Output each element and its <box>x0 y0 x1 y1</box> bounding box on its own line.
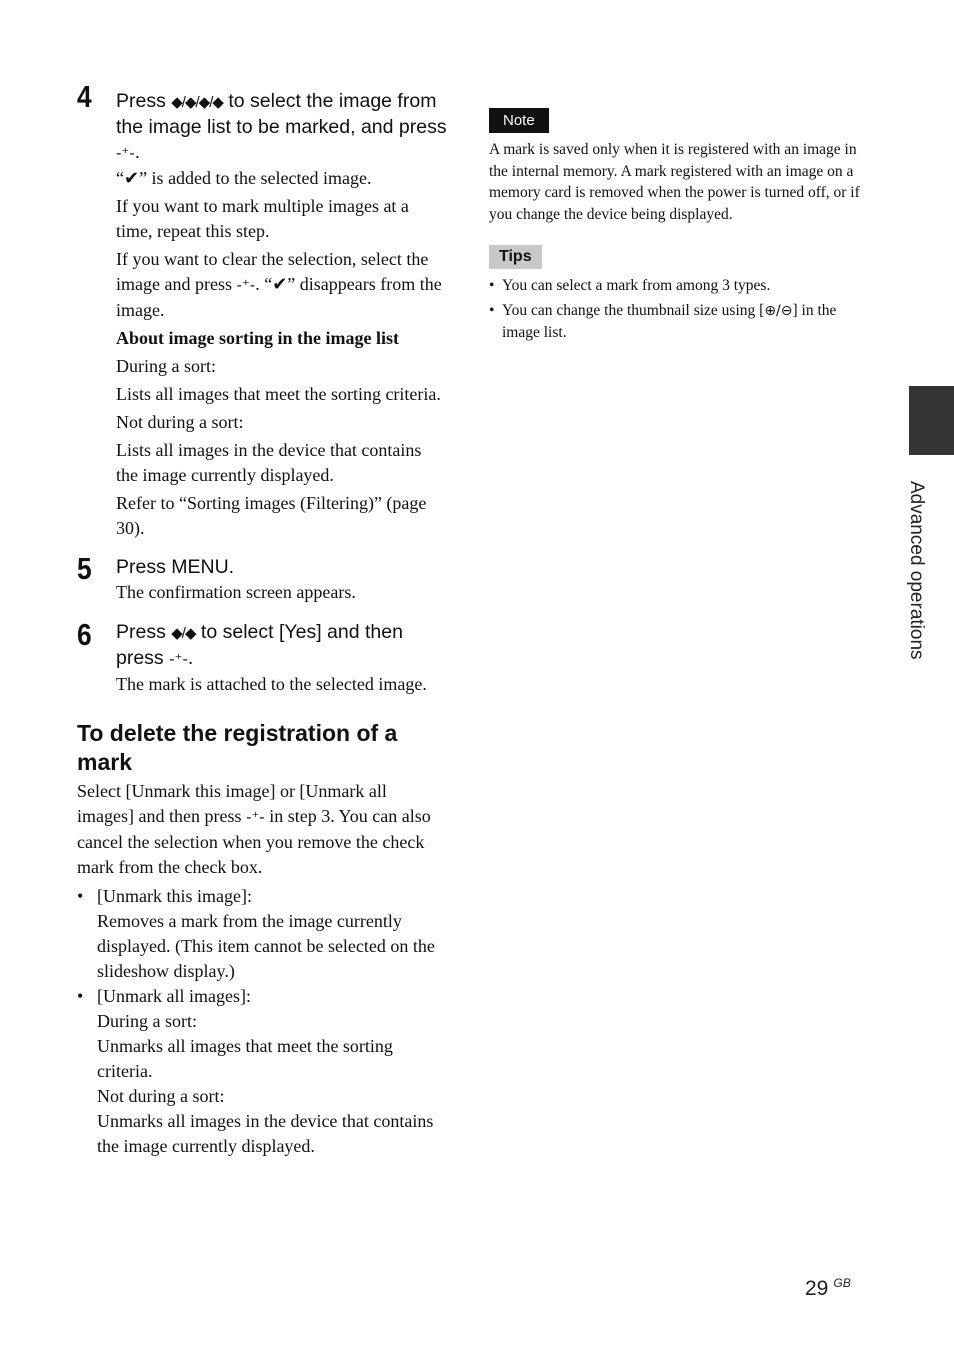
subheading: About image sorting in the image list <box>116 328 399 348</box>
step-text: If you want to mark multiple images at a time, repeat this step. <box>116 196 409 241</box>
step-number: 4 <box>77 79 92 114</box>
step-number: 6 <box>77 617 92 652</box>
step-title: Press ◆/◆ to select [Yes] and then press -⁺-. <box>116 621 403 669</box>
enter-button-icon: -⁺- <box>116 144 135 162</box>
step-5 <box>77 552 447 605</box>
enter-button-icon: -⁺- <box>245 808 265 826</box>
step-text: Not during a sort: <box>116 412 244 432</box>
bullet-text: Unmarks all images in the device that contains the image currently displayed. <box>97 1111 434 1156</box>
section-heading: To delete the registration of a mark <box>77 720 398 775</box>
bullet-label: [Unmark this image]: <box>97 886 252 906</box>
note-badge: Note <box>489 108 549 133</box>
bullet-item <box>77 884 447 984</box>
arrow-keys-icon: ◆/◆/◆/◆ <box>171 94 223 111</box>
step-text: “✔” is added to the selected image. <box>116 168 372 188</box>
tip-item: • You can select a mark from among 3 types. <box>489 275 861 297</box>
bullet-text: Unmarks all images that meet the sorting criteria. <box>97 1036 393 1081</box>
step-text: If you want to clear the selection, select the image and press -⁺-. “✔” disappears from the image. <box>116 249 442 320</box>
step-text: The mark is attached to the selected image. <box>116 674 427 694</box>
step-text: The confirmation screen appears. <box>116 582 356 602</box>
bullet-dot: • <box>489 302 495 319</box>
note-text: A mark is saved only when it is registered with an image in the internal memory. A mark registered with an image on a memory card is removed when the power is turned off, or if you change the device being displayed. <box>489 141 860 223</box>
page-suffix: GB <box>833 1276 851 1290</box>
bullet-text: Not during a sort: <box>97 1086 225 1106</box>
bullet-dot: • <box>489 277 495 294</box>
right-column <box>489 108 861 344</box>
step-text: Lists all images in the device that contains the image currently displayed. <box>116 440 422 485</box>
step-text: Refer to “Sorting images (Filtering)” (page 30). <box>116 493 427 538</box>
side-section-label: Advanced operations <box>906 481 927 660</box>
left-column <box>77 80 447 1159</box>
bullet-dot: • <box>77 986 84 1006</box>
step-4 <box>77 80 447 541</box>
arrow-keys-icon: ◆/◆ <box>171 625 196 642</box>
enter-button-icon: -⁺- <box>236 276 256 294</box>
page-number: 29 $^{GB}$ <box>805 1276 851 1300</box>
step-title: Press ◆/◆/◆/◆ to select the image from the image list to be marked, and press -⁺-. <box>116 90 447 163</box>
side-tab-marker <box>909 386 954 455</box>
step-text: During a sort: <box>116 356 216 376</box>
bullet-item <box>77 984 447 1159</box>
delete-section <box>77 719 447 1159</box>
bullet-text: Removes a mark from the image currently displayed. (This item cannot be selected on the slideshow display.) <box>97 911 435 981</box>
bullet-label: [Unmark all images]: <box>97 986 251 1006</box>
step-text: Lists all images that meet the sorting criteria. <box>116 384 441 404</box>
tip-item: • You can change the thumbnail size using [⊕/⊖] in the image list. <box>489 302 837 341</box>
step-title: Press MENU. <box>116 556 235 578</box>
step-number: 5 <box>77 551 92 586</box>
step-6 <box>77 618 447 697</box>
zoom-icons: ⊕/⊖ <box>764 303 793 319</box>
tips-badge: Tips <box>489 245 542 269</box>
section-intro: Select [Unmark this image] or [Unmark all images] and then press -⁺- in step 3. You can also cancel the selection when you remove the check mark from the check box. <box>77 781 431 877</box>
enter-button-icon: -⁺- <box>169 650 188 668</box>
bullet-text: During a sort: <box>97 1011 197 1031</box>
bullet-dot: • <box>77 886 84 906</box>
note-box <box>489 108 861 225</box>
tips-box <box>489 245 861 344</box>
